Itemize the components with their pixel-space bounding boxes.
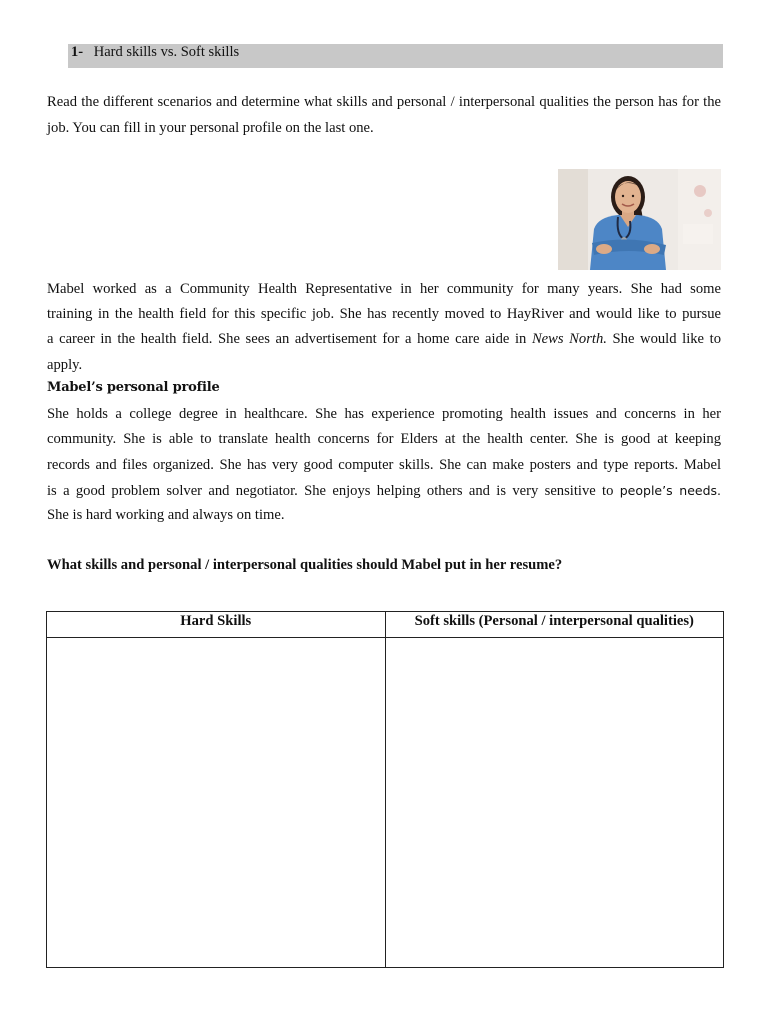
hard-skills-header: Hard Skills	[47, 612, 386, 638]
profile-line	[47, 478, 721, 503]
scenario-line: apply.	[47, 356, 83, 373]
scenario-text: a career in the health field. She sees an advertisement for a home care aide in	[47, 331, 532, 348]
scenario-line	[47, 327, 721, 352]
profile-text: people’s needs.	[619, 482, 721, 498]
newspaper-title: News North.	[531, 331, 607, 348]
profile-line: She holds a college degree in healthcare. She has experience promoting health issues and concerns in her	[47, 406, 721, 422]
section-number: 1-	[71, 44, 84, 60]
skills-table	[46, 611, 724, 968]
profile-line: She is hard working and always on time.	[47, 507, 285, 524]
scenario-line: Mabel worked as a Community Health Representative in her community for many years. She had some	[47, 281, 721, 297]
section-title: Hard skills vs. Soft skills	[93, 44, 240, 60]
nurse-photo-icon	[558, 169, 721, 270]
profile-heading: Mabel’s personal profile	[47, 380, 220, 395]
section-header	[68, 44, 723, 68]
hard-skills-cell[interactable]	[47, 638, 386, 968]
profile-paragraph	[47, 402, 721, 528]
profile-line: records and files organized. She has very good computer skills. She can make posters and type reports. Mabel	[47, 456, 721, 473]
profile-line: community. She is able to translate health concerns for Elders at the health center. She is good at keeping	[47, 431, 721, 448]
question-text: What skills and personal / interpersonal qualities should Mabel put in her resume?	[47, 557, 563, 573]
profile-text: is a good problem solver and negotiator. She enjoys helping others and is very sensitive to	[47, 482, 620, 499]
soft-skills-header: Soft skills (Personal / interpersonal qualities)	[385, 612, 724, 638]
scenario-text: She would like to	[606, 331, 721, 348]
scenario-line: training in the health field for this specific job. She has recently moved to HayRiver and would like to pursue	[47, 306, 721, 323]
scenario-paragraph	[47, 277, 721, 378]
soft-skills-cell[interactable]	[385, 638, 724, 968]
intro-paragraph: Read the different scenarios and determine what skills and personal / interpersonal qualities the person has for the job. You can fill in your personal profile on the last one.	[47, 94, 721, 136]
